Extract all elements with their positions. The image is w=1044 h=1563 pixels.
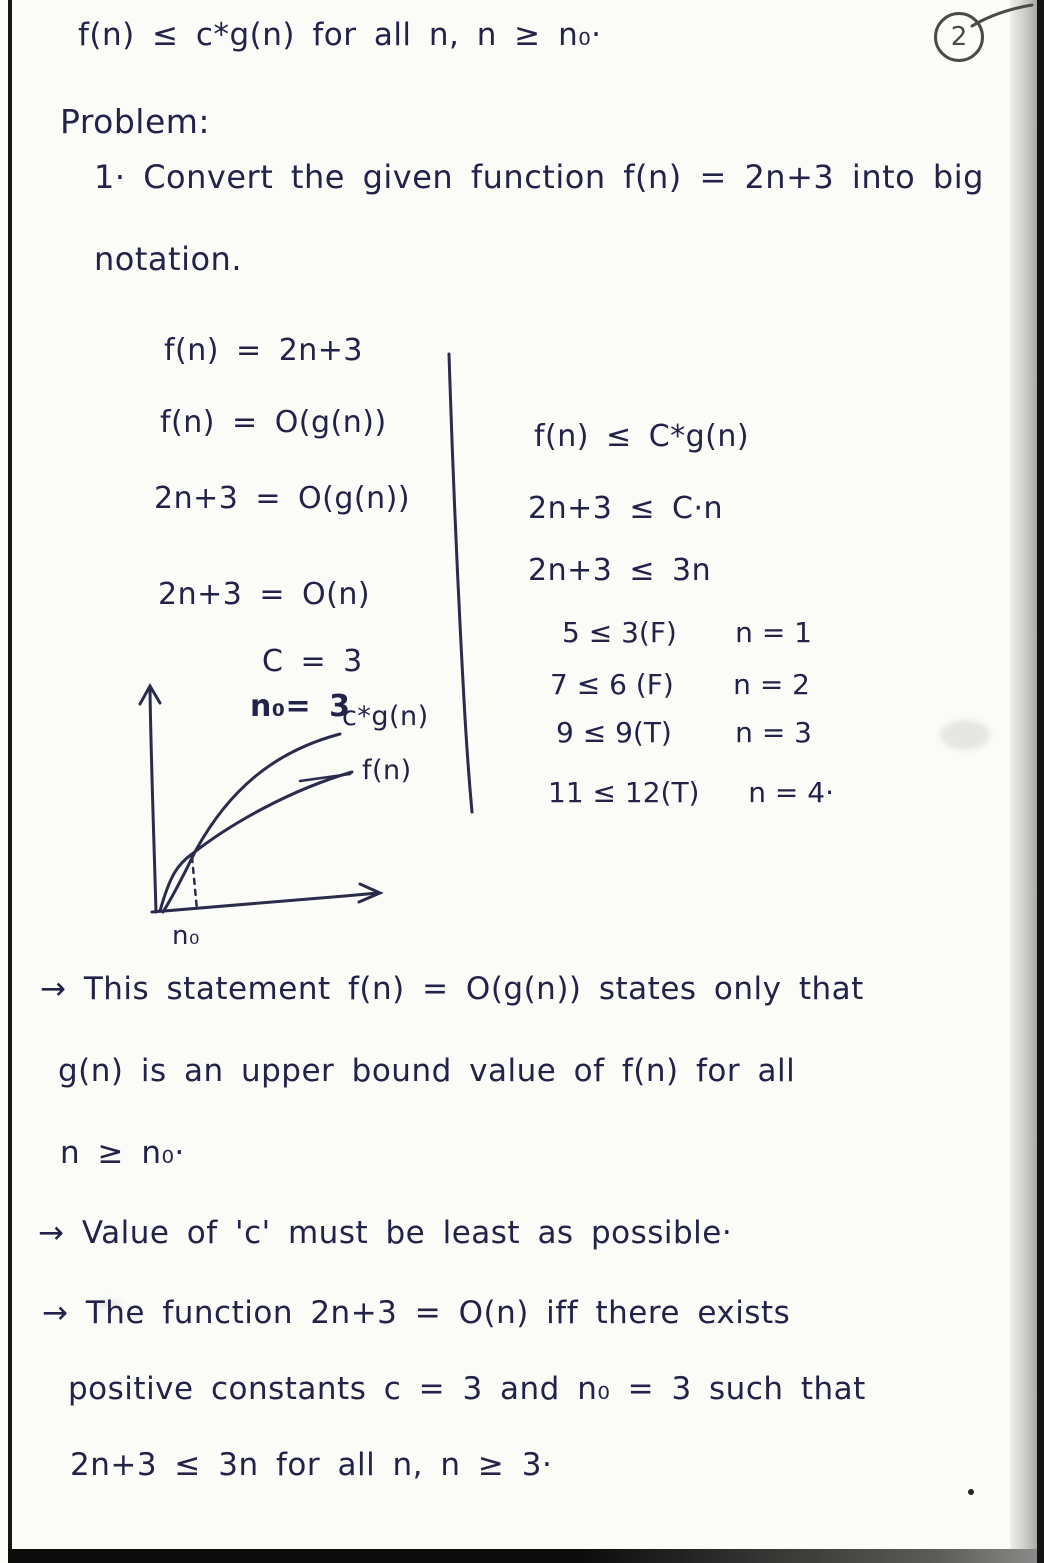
check-inequality: 5 ≤ 3(F) [562,616,677,649]
note-2-line-1: → Value of 'c' must be least as possible· [38,1215,733,1251]
page-right-shadow [1010,0,1037,1563]
check-n-value: n = 1 [735,616,812,649]
note-1-line-3: n ≥ n₀· [60,1135,185,1171]
note-1-line-2: g(n) is an upper bound value of f(n) for all [58,1053,796,1089]
graph-y-axis-arrowhead [140,686,160,704]
scan-smudge [940,720,990,750]
graph-x-axis [152,893,378,912]
check-row [548,776,834,809]
page-right-edge [1037,0,1044,1563]
problem-label: Problem: [60,102,211,141]
derivation-right-line-1: f(n) ≤ C*g(n) [534,419,750,454]
note-1-line-1: → This statement f(n) = O(g(n)) states only that [40,971,864,1007]
check-inequality: 11 ≤ 12(T) [548,776,700,809]
check-n-value: n = 4· [748,776,834,809]
graph-n0-dashed-line [192,857,197,910]
page-number-badge [934,12,984,62]
conclusion-n0-value: n₀= 3 [250,689,351,724]
derivation-left-line-3: 2n+3 = O(g(n)) [154,481,411,516]
column-divider-line [449,354,472,812]
graph-upper-curve-label: c*g(n) [342,701,429,732]
check-inequality: 9 ≤ 9(T) [556,716,672,749]
note-3-line-3: 2n+3 ≤ 3n for all n, n ≥ 3· [70,1447,553,1483]
graph-x-axis-label: n₀ [172,921,200,951]
graph-y-axis [150,690,156,912]
header-formula: f(n) ≤ c*g(n) for all n, n ≥ n₀· [78,17,602,53]
check-row [556,716,812,749]
stray-ink-dot [968,1489,974,1495]
check-n-value: n = 2 [733,668,810,701]
derivation-left-line-1: f(n) = 2n+3 [164,333,364,368]
derivation-right-line-3: 2n+3 ≤ 3n [528,553,712,588]
page-bottom-edge [8,1549,1037,1563]
check-row [562,616,812,649]
graph-lower-curve-label: f(n) [362,755,412,786]
derivation-left-line-4: 2n+3 = O(n) [158,577,371,612]
graph-f-label-leader [300,774,350,781]
conclusion-c-value: C = 3 [262,644,363,679]
page-left-edge [8,0,12,1563]
check-n-value: n = 3 [735,716,812,749]
graph-cg-curve [163,734,340,912]
graph-f-curve [160,772,352,911]
check-row [550,668,810,701]
note-3-line-2: positive constants c = 3 and n₀ = 3 such that [68,1371,866,1407]
graph-x-axis-arrowhead [359,884,380,902]
derivation-left-line-2: f(n) = O(g(n)) [160,405,387,440]
derivation-right-line-2: 2n+3 ≤ C·n [528,491,724,526]
problem-line-1: 1· Convert the given function f(n) = 2n+3 into big [94,158,984,196]
page-number: 2 [950,22,968,52]
check-inequality: 7 ≤ 6 (F) [550,668,674,701]
note-3-line-1: → The function 2n+3 = O(n) iff there exists [42,1295,791,1331]
problem-line-2: notation. [94,240,242,278]
